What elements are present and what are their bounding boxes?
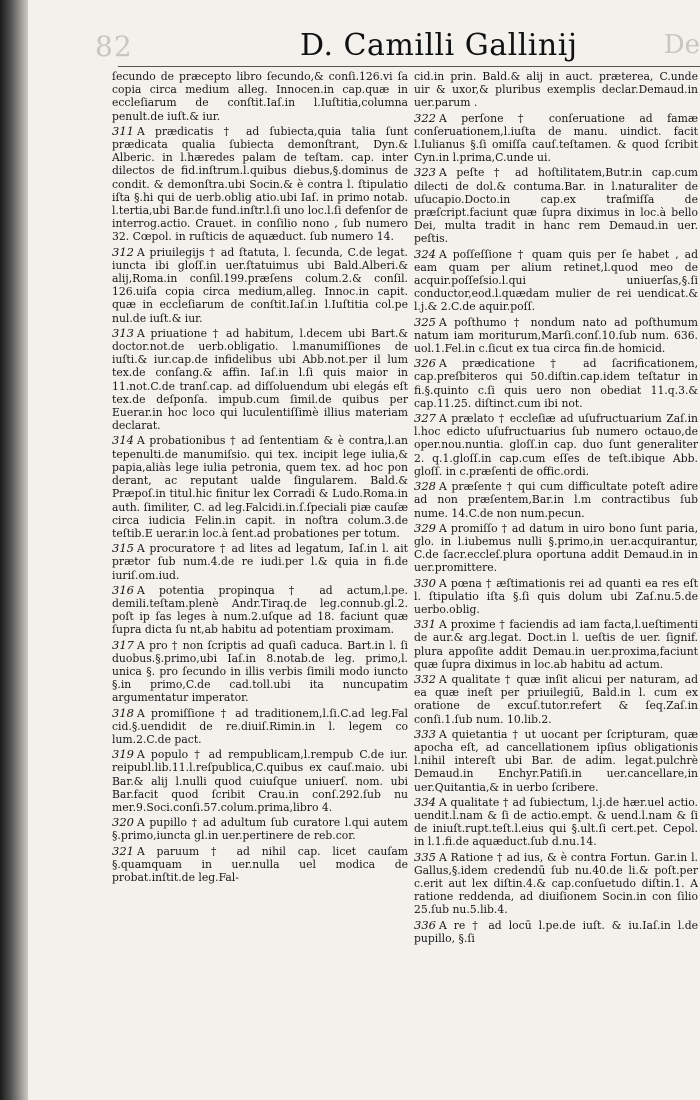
entry: [414, 919, 698, 945]
entry-text: A pœna † æſtimationis rei ad quanti ea res eſt l. ſtipulatio iſta §.ſi quis dolum ubi Zaſ.nu.5.de uerbo.oblig.: [414, 576, 698, 616]
binding-shadow: [0, 0, 28, 1100]
entry: [112, 542, 408, 582]
entry-text: A prælato † eccleſiæ ad uſufructuarium Zaſ.in l.hoc edicto uſufructuarius ſub numero octauo,de oper.nou.nuntia. gloſſ.in cap. duo ſunt generaliter 2. q.1.gloſſ.in cap.cum eſſes de teſt.ibique Abb. gloſſ. in c.præſenti de offic.ordi.: [414, 412, 698, 478]
entry-text: A priuatione † ad habitum, l.decem ubi Bart.& doctor.not.de uerb.obligatio. l.manumiſſiones de iuſti.& iur.cap.de infidelibus ubi Abb.not.per il lum tex.de conſang.& affin. Iaſ.in l.ſi quis maior in 11.not.C.de tranſ.cap. ad diſſoluendum ubi elegás eſt tex.de deſponſa. impub.cum ſimil.de quibus per Euerar.in hoc loco qui luculentiſſimè illius materiam declarat.: [112, 326, 408, 433]
entry-text: A promiſſione † ad traditionem,l.ſi.C.ad leg.Fal cid.§.uendidit de re.diuiſ.Rimin.in l. legem co lum.2.C.de pact.: [112, 706, 408, 746]
entry-text: A quietantia † ut uocant per ſcripturam, quæ apocha eſt, ad cancellationem ipſius obligationis l.nihil intereſt ubi Bar. de adim. legat.pulchrè Demaud.in Enchyr.Patiſi.in uer.cancellare,in uer.Quitantia,& in uerbo ſcribere.: [414, 727, 698, 794]
entry-number: 329: [414, 520, 436, 535]
entry-text: A populo † ad rempublicam,l.rempub C.de iur. reipubl.lib.11.l.reſpublica,C.quibus ex cauſ.maio. ubi Bar.& alij l.nulli quod cuiuſque uniuerſ. nom. ubi Bar.facit quod ſcribit Crau.in conſ.292.ſub nu mer.9.Soci.conſi.57.colum.prima,libro 4.: [112, 748, 408, 814]
entry: [414, 248, 698, 314]
bleed-through-page-number: 82: [95, 30, 133, 63]
entry: [414, 357, 698, 410]
entry: [112, 70, 408, 123]
entry-number: 328: [414, 479, 436, 494]
entry-text: A prædicatis † ad ſubiecta,quia talia ſunt prædicata qualia ſubiecta demonſtrant, Dyn.& Alberic. in l.hæredes palam de teſtam. cap. inter dilectos de fid.inſtrum.l.quibus diebus,§.dominus de condit. & demonſtra.ubi Socin.& è contra l. ſtipulatio iſta §.hi qui de uerb.oblig atio.ubi Iaſ. in primo notab. l.tertia,ubi Bar.de fund.inſtr.l.ſi uno loc.l.ſi defenſor de interrog.actio. Crauet. in conſilio nono , ſub numero 32. Cœpol. in ruſticis de aquæduct. ſub numero 14.: [112, 124, 408, 244]
entry: [112, 584, 408, 637]
entry-number: 325: [414, 314, 436, 329]
entry-text: A proxime † faciendis ad iam facta,l.ueſtimenti de aur.& arg.legat. Doct.in l. ueſtis de uer. ſignif. plura appoſite addit Demau.in uer.proxima,faciunt quæ ſupra diximus in loc.ab habitu ad actum.: [414, 618, 698, 671]
entry: [414, 412, 698, 478]
entry: [414, 166, 698, 245]
entry: [414, 316, 698, 356]
entry: [414, 480, 698, 520]
entry-number: 335: [414, 849, 436, 864]
entry-number: 312: [112, 244, 134, 259]
entry-number: 333: [414, 726, 436, 741]
entry-number: 327: [414, 411, 436, 426]
entry: [414, 618, 698, 671]
entry-text: A Ratione † ad ius, & è contra Fortun. Gar.in l. Gallus,§.idem credendū ſub nu.40.de li.& poſt.per c.erit aut lex diſtin.4.& cap.conſuetudo diſtin.1. A ratione reddenda, ad diuiſionem Socin.in con ſilio 25.ſub nu.5.lib.4.: [414, 850, 698, 917]
entry: [414, 577, 698, 617]
entry-number: 321: [112, 843, 134, 858]
entry: [414, 796, 698, 849]
entry-number: 330: [414, 575, 436, 590]
entry-number: 316: [112, 582, 134, 597]
left-column: [112, 70, 408, 1082]
header-rule: [118, 66, 700, 67]
entry: [414, 112, 698, 165]
entry-text: A perſone † conſeruatione ad famæ conſeruationem,l.iuſta de manu. uindict. facit l.Iulianus §.ſi omiſſa cauſ.teſtamen. & quod ſcribit Cyn.in l.prima,C.unde ui.: [414, 111, 698, 165]
entry-text: A re † ad locū l.pe.de iuſt. & iu.Iaſ.in l.de pupillo, §.ſi: [414, 918, 698, 945]
entry-number: 315: [112, 541, 134, 556]
entry-number: 320: [112, 815, 134, 830]
entry-number: 314: [112, 433, 134, 448]
entry-text: A procuratore † ad lites ad legatum, Iaſ.in l. ait prætor ſub num.4.de re iudi.per l.& quia in fi.de iuriſ.om.iud.: [112, 542, 408, 582]
entry: [112, 845, 408, 885]
entry-text: A potentia propinqua † ad actum,l.pe. demili.teſtam.plenè Andr.Tiraq.de leg.connub.gl.2. poſt ip ſas leges à num.2.uſque ad 18. faciunt quæ ſupra dicta ſu nt,ab habitu ad potentiam proximam.: [112, 583, 408, 637]
entry-number: 324: [414, 246, 436, 261]
entry-number: 331: [414, 617, 436, 632]
entry-text: A probationibus † ad ſententiam & è contra,l.an tepenulti.de manumiſsio. qui tex. incipit lege iulia,& papia,aliàs lege iulia petronia, quem tex. ad hoc pon derant, ac reputant ualde ſingularem. Bald.& Præpoſ.in titul.hic finitur lex Corradi & Ludo.Roma.in auth. ſimiliter, C. ad leg.Falcidi.in.ſ.ſpeciali piæ cauſæ circa iudicia Felin.in capit. in noſtra colum.3.de teſtib.E uerar.in loc.à ſent.ad probationes per totum.: [112, 434, 408, 540]
entry: [414, 70, 698, 110]
entry-text: A peſte † ad hoſtilitatem,Butr.in cap.cum dilecti de dol.& contuma.Bar. in l.naturaliter de uſucapio.Docto.in cap.ex traſmiſſa de præſcript.faciunt quæ ſupra diximus in loc.à bello Dei, multa tradit in hanc rem Demaud.in uer. peſtis.: [414, 166, 698, 246]
entry-number: 313: [112, 325, 134, 340]
entry-text: A priuilegijs † ad ſtatuta, l. ſecunda, C.de legat. iuncta ibi gloſſ.in uer.ſtatuimus ubi Bald.Alberi.& alij,Roma.in conſil.199.præſens colum.2.& conſil. 126.uiſa copia circa medium,alleg. Innoc.in capit. quæ in eccleſiarum de conſtit.Iaſ.in l.Iuſtitia col.pe nul.de iuſt.& iur.: [112, 245, 408, 325]
entry: [112, 639, 408, 705]
entry: [414, 673, 698, 726]
entry-number: 319: [112, 747, 134, 762]
entry-text: cid.in prin. Bald.& alij in auct. præterea, C.unde uir & uxor,& pluribus exemplis declar.Demaud.in uer.parum .: [414, 70, 698, 110]
entry: [112, 748, 408, 814]
entry-text: A qualitate † ad ſubiectum, l.j.de hær.uel actio. uendit.l.nam & ſi de actio.empt. & uend.l.nam & ſi de iniuſt.rupt.teſt.l.eius qui §.ult.ſi cert.pet. Cepol. in l.1.fi.de aquæduct.ſub d.nu.14.: [414, 795, 698, 849]
entry-number: 332: [414, 671, 436, 686]
entry-text: A pro † non ſcriptis ad quaſi caduca. Bart.in l. ſi duobus.§.primo,ubi Iaſ.in 8.notab.de leg. primo,l. unica §. pro ſecundo in illis verbis ſimili modo iuncto §.in primo,C.de cad.toll.ubi ita nuncupatim argumentatur imperator.: [112, 638, 408, 705]
entry-text: A promiſſo † ad datum in uiro bono ſunt paria, glo. in l.iubemus nulli §.primo,in uer.acquirantur, C.de ſacr.eccleſ.plura oportuna addit Demaud.in in uer.promittere.: [414, 521, 698, 575]
entry: [112, 327, 408, 433]
entry: [414, 851, 698, 917]
entry-text: A præſente † qui cum difficultate poteſt adire ad non præſentem,Bar.in l.m contractibus ſub nume. 14.C.de non num.pecun.: [414, 480, 698, 520]
entry: [414, 522, 698, 575]
entry: [414, 728, 698, 794]
right-column: [414, 70, 698, 1082]
entry-text: A poſſeſſione † quam quis per ſe habet , ad eam quam per alium retinet,l.quod meo de acquir.poſſeſsio.l.qui uniuerſas,§.ſi conductor,eod.l.quædam mulier de rei uendicat.& l.j.& 2.C.de aquir.poſſ.: [414, 247, 698, 314]
entry: [112, 434, 408, 540]
entry-number: 311: [112, 123, 134, 138]
entry-text: A prædicatione † ad ſacrificationem, cap.preſbiteros qui 50.diſtin.cap.idem teſtatur in fi.§.quinto c.ſi quis uero non obediat 11.q.3.& cap.11.25. diſtinct.cum ibi not.: [414, 357, 698, 410]
entry-number: 326: [414, 356, 436, 371]
entry: [112, 707, 408, 747]
entry-number: 336: [414, 917, 436, 932]
entry-number: 318: [112, 705, 134, 720]
entry: [112, 246, 408, 325]
entry-text: A paruum † ad nihil cap. licet cauſam §.quamquam in uer.nulla uel modica de probat.inſtit.de leg.Fal-: [112, 844, 408, 884]
entry-text: ſecundo de præcepto libro ſecundo,& conſi.126.vi ſa copia circa medium alleg. Innocen.in cap.quæ in eccleſiarum de conſtit.Iaſ.in l.Iuſtitia,columna penult.de iuſt.& iur.: [112, 70, 408, 123]
entry: [112, 125, 408, 244]
bleed-through-heading: De: [663, 30, 700, 60]
entry-number: 334: [414, 794, 436, 809]
entry-number: 317: [112, 637, 134, 652]
entry-text: A qualitate † quæ inſit alicui per naturam, ad ea quæ ineſt per priuilegiū, Bald.in l. cum ex oratione de excuſ.tutor.refert & ſeq.Zaſ.in conſi.1.ſub num. 10.lib.2.: [414, 672, 698, 726]
entry: [112, 816, 408, 842]
entry-text: A pupillo † ad adultum ſub curatore l.qui autem §.primo,iuncta gl.in uer.pertinere de reb.cor.: [112, 816, 408, 843]
entry-text: A poſthumo † nondum nato ad poſthumum natum iam moriturum,Marſi.conſ.10.ſub num. 636. uol.1.Fel.in c.ſicut ex tua circa fin.de homicid.: [414, 315, 698, 356]
running-head: D. Camilli Gallinij: [300, 28, 578, 63]
entry-number: 322: [414, 110, 436, 125]
entry-number: 323: [414, 165, 436, 180]
